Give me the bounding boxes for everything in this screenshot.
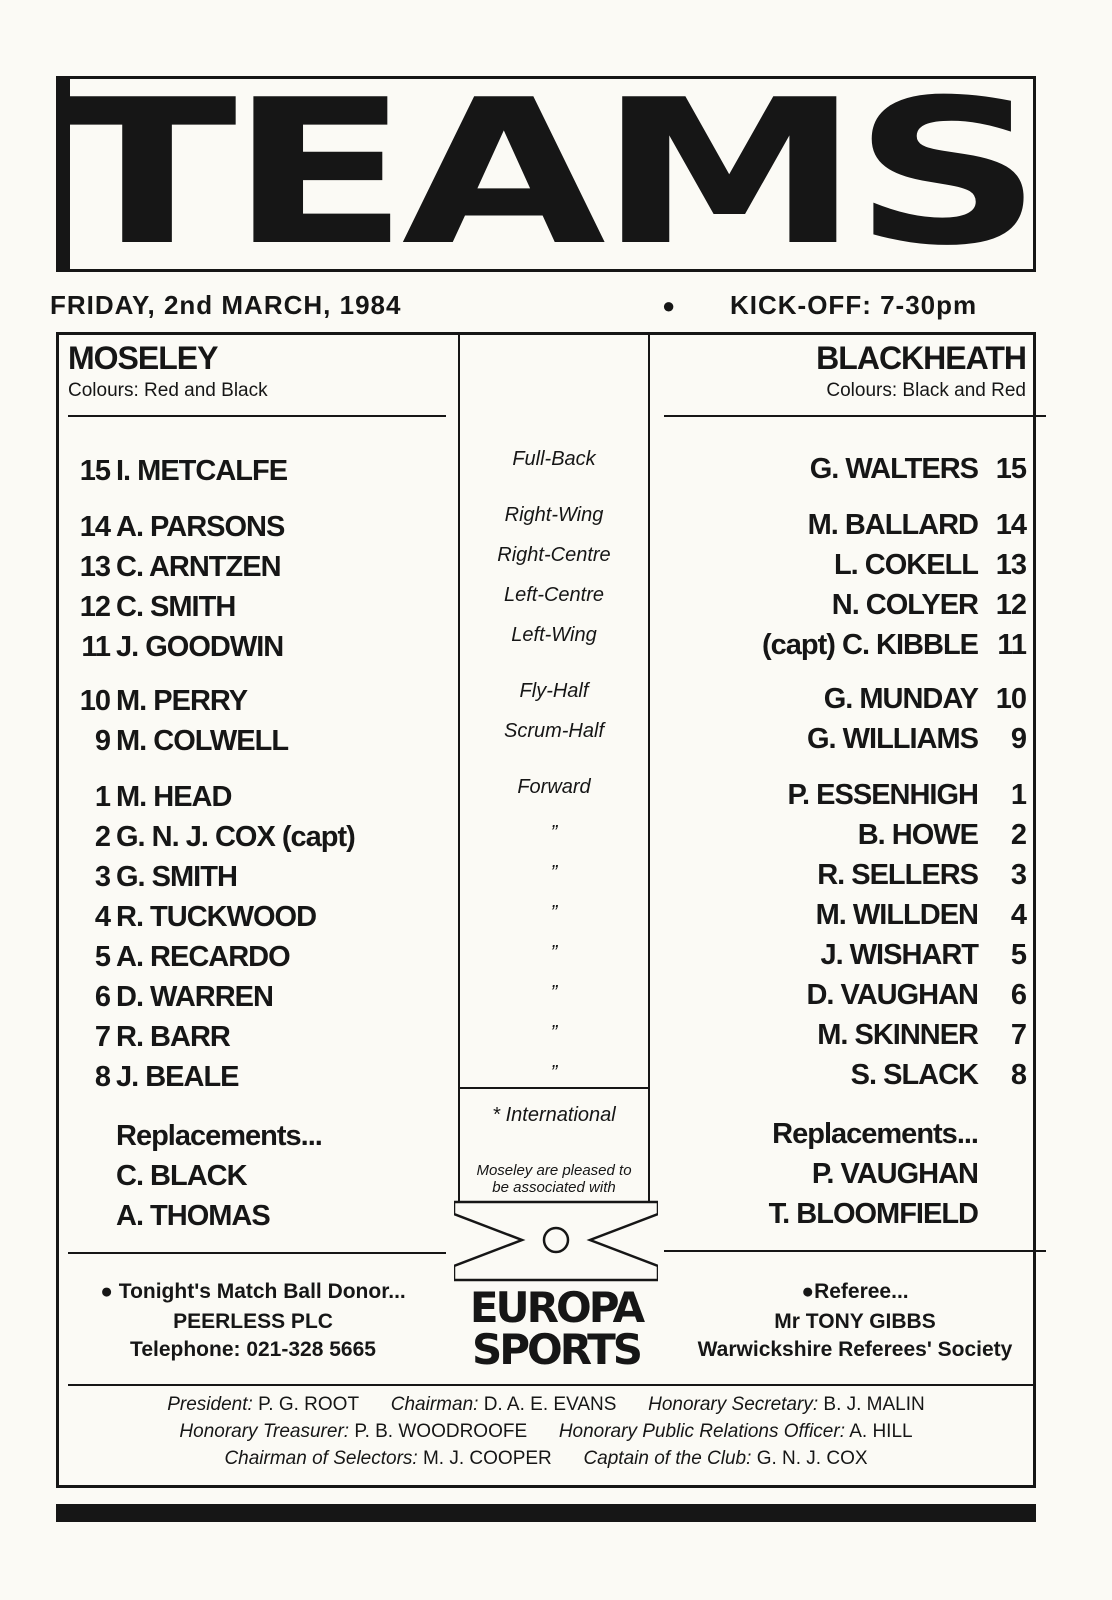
- page-title: TEAMS: [57, 57, 1035, 290]
- official-role: President:: [167, 1394, 253, 1415]
- home-player-row: [68, 774, 231, 814]
- ditto-mark: ”: [550, 982, 558, 1004]
- ditto-mark: ”: [550, 1022, 558, 1044]
- away-player-number: 7: [1010, 1019, 1026, 1051]
- logo-text-sports: SPORTS: [471, 1325, 641, 1370]
- home-player-number: 15: [79, 455, 110, 487]
- away-replacements-label: Replacements...: [772, 1118, 978, 1150]
- away-player-name: M. BALLARD: [807, 509, 978, 541]
- bottom-bar: [56, 1504, 1036, 1522]
- away-player-name: M. WILLDEN: [815, 899, 978, 931]
- referee-name: Mr TONY GIBBS: [774, 1310, 936, 1333]
- position-label: Scrum-Half: [503, 720, 604, 742]
- away-player-row: [817, 852, 1026, 892]
- home-player-row: [68, 678, 247, 718]
- official-role: Honorary Public Relations Officer:: [558, 1421, 845, 1442]
- home-team-name: MOSELEY: [68, 340, 218, 376]
- away-team-name: BLACKHEATH: [816, 340, 1026, 376]
- official-role: Chairman:: [390, 1394, 479, 1415]
- away-player-row: [817, 1012, 1026, 1052]
- position-label: Left-Centre: [503, 584, 605, 606]
- logo-emblem: [454, 1202, 658, 1280]
- kickoff-time: KICK-OFF: 7-30pm: [730, 290, 978, 320]
- away-player-number: 9: [1010, 723, 1026, 755]
- away-team-colours: Colours: Black and Red: [826, 380, 1026, 401]
- away-player-row: [820, 932, 1026, 972]
- home-player-number: 2: [94, 821, 110, 853]
- away-player-row: [834, 542, 1026, 582]
- home-team-colours: Colours: Red and Black: [68, 380, 268, 401]
- home-player-number: 3: [94, 861, 110, 893]
- away-player-number: 5: [1010, 939, 1026, 971]
- home-player-row: [68, 504, 284, 544]
- away-footer-rule: [664, 1250, 1046, 1252]
- away-player-name: J. WISHART: [820, 939, 978, 971]
- official-role: Chairman of Selectors:: [224, 1448, 418, 1469]
- position-label: Full-Back: [512, 448, 596, 470]
- official-name: M. J. COOPER: [422, 1448, 552, 1469]
- away-player-name: G. WILLIAMS: [806, 723, 978, 755]
- official-name: B. J. MALIN: [823, 1394, 925, 1415]
- home-player-name: C. ARNTZEN: [116, 551, 281, 583]
- away-player-name: S. SLACK: [850, 1059, 978, 1091]
- referee-label: [666, 1278, 1044, 1306]
- logo-circle: [544, 1228, 568, 1252]
- home-player-row: [68, 894, 316, 934]
- away-player-number: 12: [995, 589, 1026, 621]
- home-player-row: [68, 974, 273, 1014]
- home-player-row: [68, 1054, 239, 1094]
- away-player-number: 3: [1010, 859, 1026, 891]
- referee-society: Warwickshire Referees' Society: [697, 1338, 1013, 1361]
- away-player-row: [824, 676, 1026, 716]
- away-player-row: [810, 446, 1026, 486]
- home-player-name: D. WARREN: [116, 981, 273, 1013]
- ditto-mark: ”: [550, 942, 558, 964]
- away-player-name: P. ESSENHIGH: [787, 779, 978, 811]
- home-replacement: A. THOMAS: [116, 1200, 270, 1232]
- home-player-name: M. HEAD: [116, 781, 232, 813]
- officials-line-2: [60, 1421, 1032, 1443]
- away-header-rule: [664, 415, 1046, 417]
- logo-text-europa: EUROPA: [469, 1283, 643, 1332]
- home-player-name: J. GOODWIN: [116, 631, 284, 663]
- home-player-number: 8: [94, 1061, 110, 1093]
- away-player-number: 8: [1010, 1059, 1026, 1091]
- away-player-name: N. COLYER: [831, 589, 978, 621]
- official-name: D. A. E. EVANS: [483, 1394, 617, 1415]
- home-player-number: 9: [94, 725, 110, 757]
- home-player-row: [68, 814, 355, 854]
- bullet-icon: ●: [100, 1280, 119, 1303]
- ditto-mark: ”: [550, 822, 558, 844]
- away-player-name: L. COKELL: [833, 549, 978, 581]
- official-name: P. B. WOODROOFE: [354, 1421, 528, 1442]
- match-ball-donor: PEERLESS PLC: [173, 1310, 333, 1333]
- home-replacement: C. BLACK: [116, 1160, 247, 1192]
- home-player-number: 6: [94, 981, 110, 1013]
- home-player-number: 11: [81, 631, 110, 663]
- ditto-mark: ”: [550, 1062, 558, 1084]
- ditto-mark: ”: [550, 902, 558, 924]
- officials-line-1: [60, 1394, 1032, 1416]
- home-player-name: A. RECARDO: [116, 941, 290, 973]
- official-name: G. N. J. COX: [756, 1448, 868, 1469]
- away-player-name: B. HOWE: [857, 819, 978, 851]
- home-player-name: I. METCALFE: [116, 455, 288, 487]
- home-player-name: G. SMITH: [116, 861, 237, 893]
- ditto-mark: ”: [550, 862, 558, 884]
- away-replacement: P. VAUGHAN: [811, 1158, 978, 1190]
- home-player-number: 7: [94, 1021, 110, 1053]
- home-player-name: R. TUCKWOOD: [116, 901, 317, 933]
- away-player-name: R. SELLERS: [817, 859, 978, 891]
- sponsor-note-line2: be associated with: [492, 1179, 616, 1196]
- away-player-number: 1: [1010, 779, 1026, 811]
- home-player-name: C. SMITH: [116, 591, 236, 623]
- away-player-row: [832, 582, 1026, 622]
- match-date: FRIDAY, 2nd MARCH, 1984: [50, 290, 402, 320]
- away-player-number: 13: [995, 549, 1026, 581]
- home-player-row: [68, 624, 283, 664]
- home-player-row: [68, 544, 281, 584]
- official-role: Captain of the Club:: [583, 1448, 752, 1469]
- position-label: Right-Centre: [497, 544, 611, 566]
- position-label: Right-Wing: [504, 504, 604, 526]
- home-footer-rule: [68, 1252, 446, 1254]
- official-role: Honorary Secretary:: [648, 1394, 819, 1415]
- away-player-row: [762, 622, 1026, 662]
- official-name: A. HILL: [849, 1421, 913, 1442]
- home-player-name: R. BARR: [116, 1021, 230, 1053]
- home-player-number: 1: [94, 781, 110, 813]
- international-note: * International: [492, 1104, 616, 1126]
- away-player-row: [807, 716, 1026, 756]
- bullet-icon: ●: [801, 1280, 815, 1303]
- bullet-separator: ●: [662, 293, 676, 318]
- home-player-number: 14: [79, 511, 110, 543]
- home-player-number: 10: [79, 685, 110, 717]
- home-player-row: [68, 1014, 230, 1054]
- home-player-number: 4: [94, 901, 110, 933]
- official-name: P. G. ROOT: [258, 1394, 360, 1415]
- away-player-row: [858, 812, 1026, 852]
- away-player-number: 15: [995, 453, 1026, 485]
- away-player-number: 10: [995, 683, 1026, 715]
- position-label: Forward: [517, 776, 591, 798]
- position-label: Fly-Half: [519, 680, 589, 702]
- match-ball-telephone: Telephone: 021-328 5665: [130, 1338, 376, 1361]
- officials-rule: [68, 1384, 1036, 1386]
- referee-label-text: Referee...: [814, 1280, 909, 1303]
- match-ball-label-text: Tonight's Match Ball Donor...: [118, 1280, 406, 1303]
- away-player-name: G. WALTERS: [809, 453, 978, 485]
- away-player-number: 14: [995, 509, 1026, 541]
- home-player-name: M. COLWELL: [116, 725, 289, 757]
- away-player-number: 2: [1010, 819, 1026, 851]
- home-player-number: 5: [94, 941, 110, 973]
- official-role: Honorary Treasurer:: [179, 1421, 350, 1442]
- europa-sports-logo: [454, 1200, 658, 1370]
- home-player-row: [68, 934, 290, 974]
- away-player-row: [806, 972, 1026, 1012]
- away-replacement: T. BLOOMFIELD: [768, 1198, 978, 1230]
- match-ball-label: [70, 1278, 436, 1306]
- home-player-name: A. PARSONS: [116, 511, 285, 543]
- away-player-name: M. SKINNER: [817, 1019, 978, 1051]
- away-player-row: [787, 772, 1026, 812]
- away-player-name: D. VAUGHAN: [806, 979, 978, 1011]
- away-player-number: 4: [1010, 899, 1026, 931]
- home-player-row: [68, 854, 237, 894]
- away-player-name: (capt) C. KIBBLE: [762, 629, 978, 661]
- positions-divider: [460, 1087, 648, 1089]
- away-player-number: 6: [1010, 979, 1026, 1011]
- home-header-rule: [68, 415, 446, 417]
- away-player-name: G. MUNDAY: [823, 683, 978, 715]
- home-player-row: [68, 584, 235, 624]
- sponsor-note-line1: Moseley are pleased to: [476, 1162, 632, 1179]
- away-player-row: [851, 1052, 1026, 1092]
- home-player-name: G. N. J. COX (capt): [116, 821, 355, 853]
- position-label: Left-Wing: [511, 624, 597, 646]
- away-player-row: [808, 502, 1026, 542]
- home-player-name: M. PERRY: [116, 685, 248, 717]
- home-player-number: 12: [79, 591, 110, 623]
- home-player-number: 13: [79, 551, 110, 583]
- home-replacements-label: Replacements...: [116, 1120, 322, 1152]
- home-player-row: [68, 718, 288, 758]
- officials-line-3: [60, 1448, 1032, 1470]
- away-player-row: [816, 892, 1026, 932]
- home-player-row: [68, 448, 287, 488]
- home-player-name: J. BEALE: [116, 1061, 239, 1093]
- away-player-number: 11: [997, 629, 1026, 661]
